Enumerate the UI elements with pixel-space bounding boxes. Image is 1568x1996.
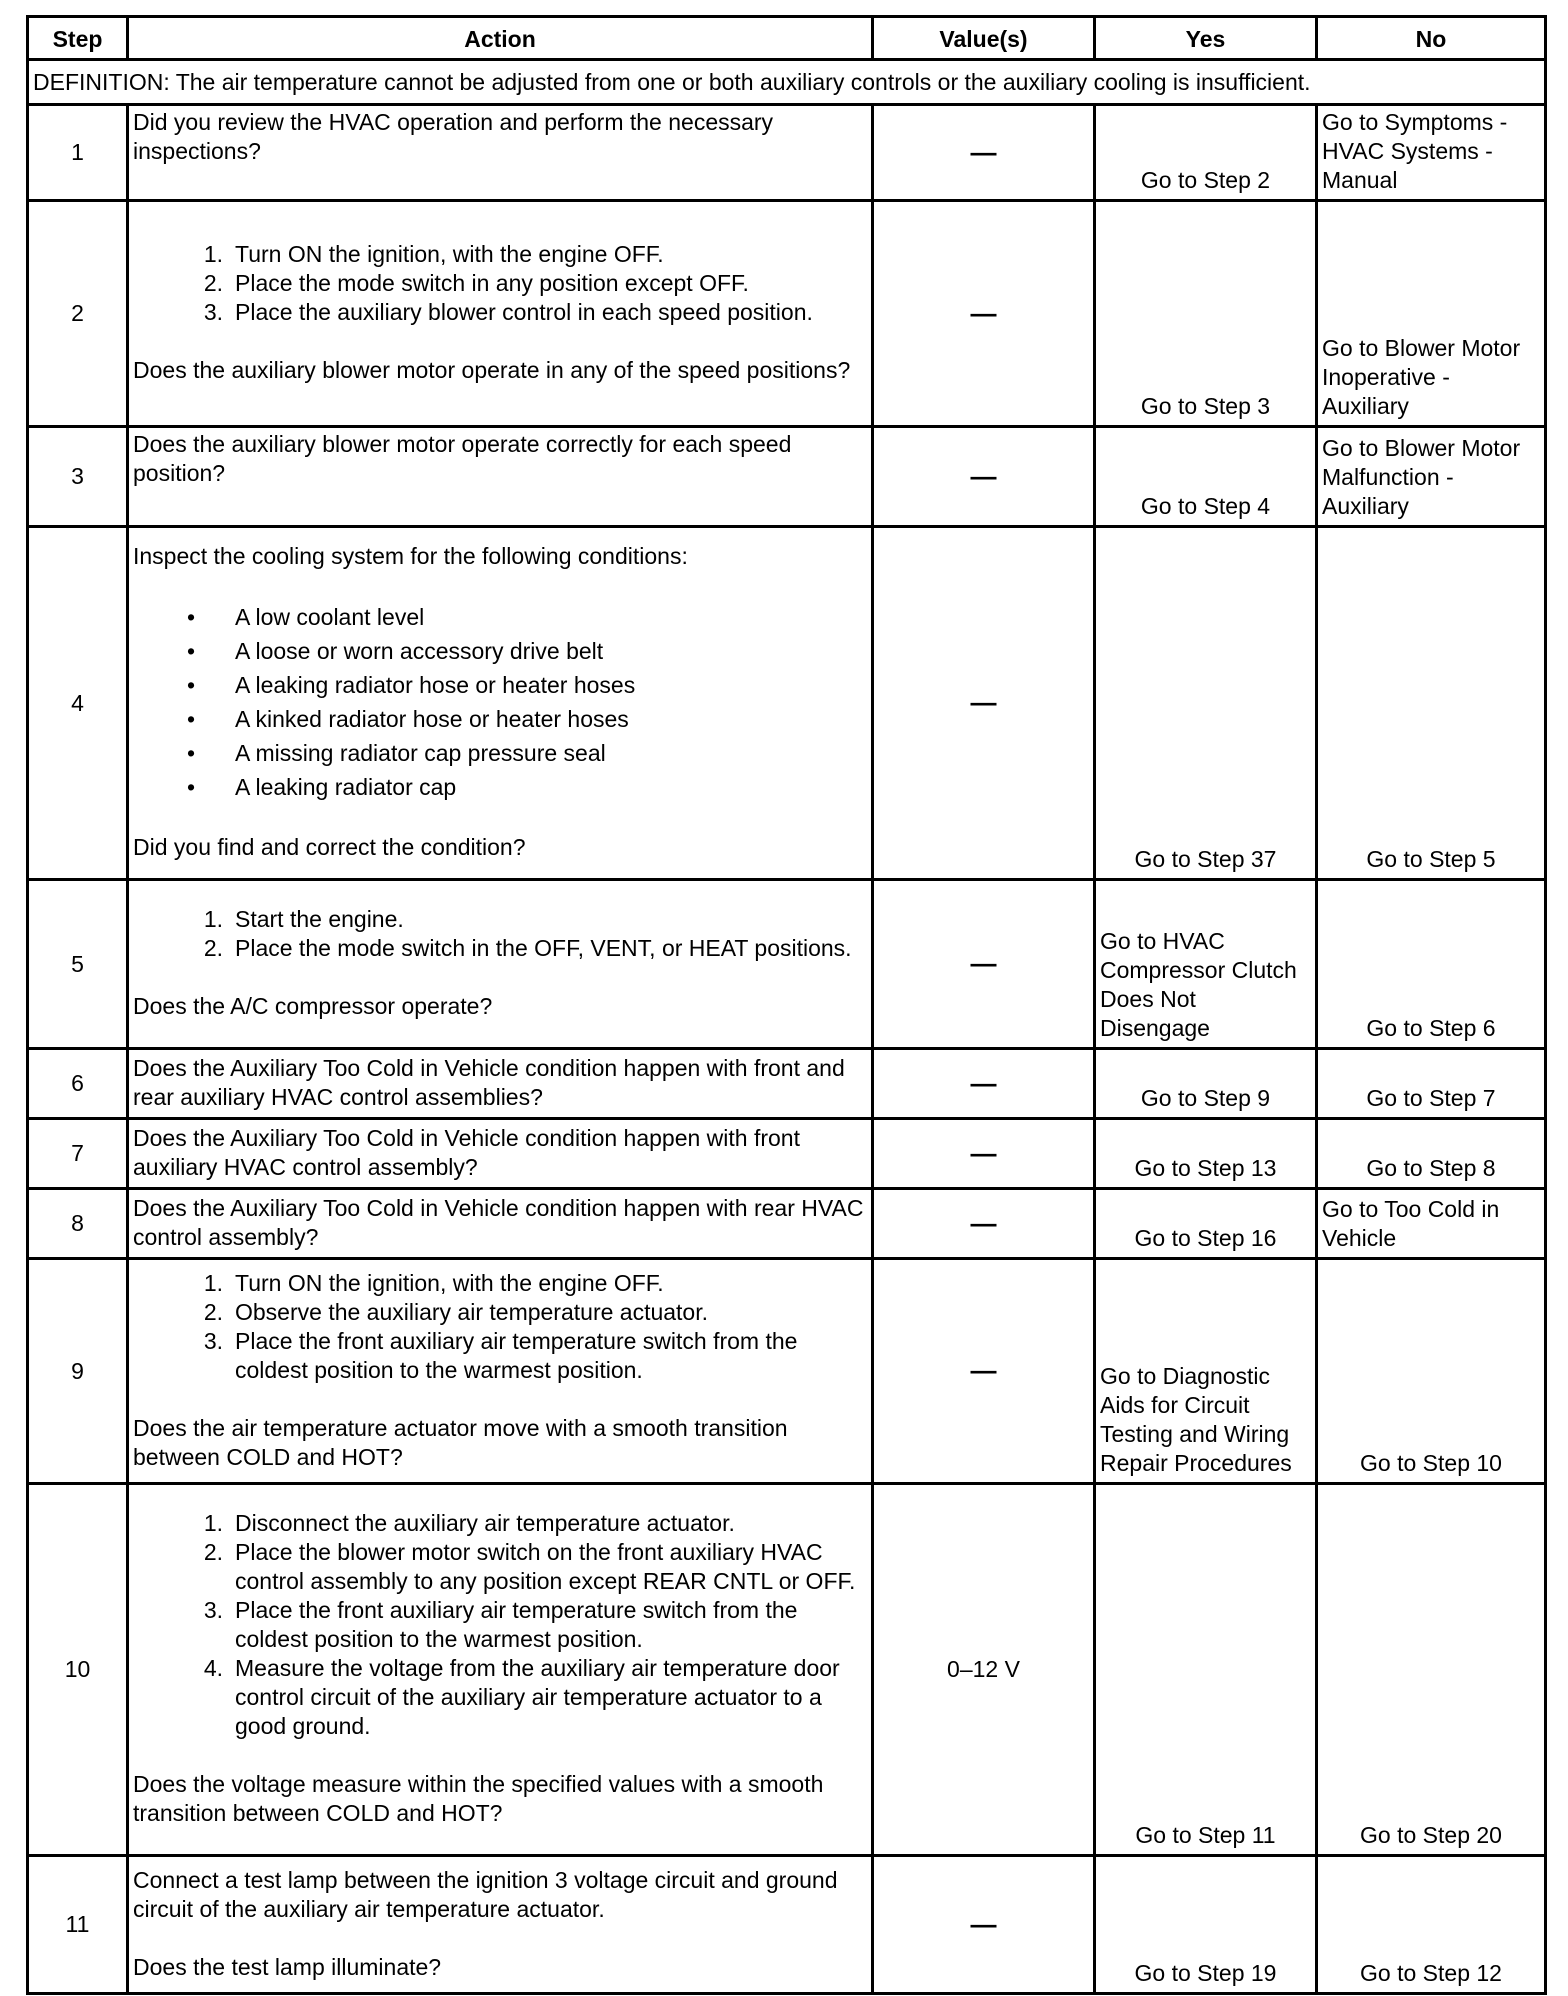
value-cell	[873, 1259, 1095, 1484]
action-step-item: 2. Place the mode switch in any position except OFF.	[203, 270, 749, 296]
step-number: 10	[28, 1484, 128, 1856]
condition-item: • A low coolant level	[187, 604, 425, 630]
step-number: 4	[28, 527, 128, 880]
yes-cell: Go to Step 4	[1095, 427, 1317, 527]
action-question: Does the Auxiliary Too Cold in Vehicle condition happen with front auxiliary HVAC control assembly?	[133, 1124, 800, 1180]
header-yes: Yes	[1095, 17, 1317, 60]
no-cell: Go to Blower Motor Inoperative - Auxiliary	[1317, 201, 1546, 427]
action-step-item: 3. Place the front auxiliary air temperature switch from the coldest position to the warmest position.	[203, 1597, 798, 1652]
step-number: 2	[28, 201, 128, 427]
step-number: 5	[28, 880, 128, 1049]
yes-cell: Go to Step 37	[1095, 527, 1317, 880]
header-row	[28, 17, 1546, 60]
action-cell	[128, 1049, 873, 1119]
value-cell	[873, 1189, 1095, 1259]
yes-cell: Go to Step 16	[1095, 1189, 1317, 1259]
no-cell: Go to Step 5	[1317, 527, 1546, 880]
action-cell	[128, 427, 873, 527]
action-question: Does the air temperature actuator move with a smooth transition between COLD and HOT?	[133, 1414, 788, 1470]
value-cell	[873, 1049, 1095, 1119]
action-step-item: 1. Disconnect the auxiliary air temperature actuator.	[203, 1510, 735, 1536]
table-row	[28, 1049, 1546, 1119]
action-question: Does the Auxiliary Too Cold in Vehicle condition happen with front and rear auxiliary HVAC control assemblies?	[133, 1054, 845, 1110]
dash: —	[970, 687, 997, 717]
yes-cell: Go to Step 3	[1095, 201, 1317, 427]
no-cell: Go to Step 10	[1317, 1259, 1546, 1484]
condition-item: • A loose or worn accessory drive belt	[187, 638, 604, 664]
no-cell: Go to Step 8	[1317, 1119, 1546, 1189]
step-number: 1	[28, 105, 128, 201]
dash: —	[970, 460, 997, 491]
yes-cell: Go to Step 2	[1095, 105, 1317, 201]
action-step-item: 3. Place the front auxiliary air temperature switch from the coldest position to the warmest position.	[203, 1327, 798, 1383]
action-cell	[128, 1856, 873, 1994]
step-number: 3	[28, 427, 128, 527]
action-cell	[128, 105, 873, 201]
no-cell: Go to Step 20	[1317, 1484, 1546, 1856]
header-action: Action	[128, 17, 873, 60]
action-step-item: 2. Observe the auxiliary air temperature actuator.	[203, 1298, 709, 1325]
diagnostic-table	[26, 15, 1547, 1995]
condition-item: • A leaking radiator cap	[187, 774, 457, 800]
yes-cell: Go to Step 11	[1095, 1484, 1317, 1856]
action-step-item: 1. Turn ON the ignition, with the engine OFF.	[203, 241, 664, 267]
action-step-item: 3. Place the auxiliary blower control in each speed position.	[203, 299, 813, 325]
yes-cell: Go to Step 19	[1095, 1856, 1317, 1994]
action-cell	[128, 527, 873, 880]
action-step-item: 1. Turn ON the ignition, with the engine OFF.	[203, 1269, 664, 1296]
table-row	[28, 1484, 1546, 1856]
no-cell: Go to Symptoms - HVAC Systems - Manual	[1317, 105, 1546, 201]
table-row	[28, 1189, 1546, 1259]
yes-cell: Go to Diagnostic Aids for Circuit Testing and Wiring Repair Procedures	[1095, 1259, 1317, 1484]
header-values: Value(s)	[873, 17, 1095, 60]
action-cell	[128, 1189, 873, 1259]
dash: —	[970, 1067, 997, 1098]
step-number: 6	[28, 1049, 128, 1119]
no-cell: Go to Blower Motor Malfunction - Auxiliary	[1317, 427, 1546, 527]
table-row	[28, 1259, 1546, 1484]
no-cell: Go to Step 12	[1317, 1856, 1546, 1994]
value-cell	[873, 1856, 1095, 1994]
dash: —	[970, 1207, 997, 1238]
table-row	[28, 527, 1546, 880]
table-row	[28, 1856, 1546, 1994]
action-question: Does the auxiliary blower motor operate correctly for each speed position?	[133, 431, 792, 486]
definition-text: DEFINITION: The air temperature cannot be adjusted from one or both auxiliary controls or the auxiliary cooling is insufficient.	[28, 60, 1546, 105]
value-cell	[873, 527, 1095, 880]
header-no: No	[1317, 17, 1546, 60]
action-step-item: 1. Start the engine.	[203, 906, 404, 932]
action-cell	[128, 1484, 873, 1856]
action-question: Did you find and correct the condition?	[133, 834, 526, 860]
value-cell	[873, 880, 1095, 1049]
action-steps	[133, 1269, 867, 1385]
action-step-item: 4. Measure the voltage from the auxiliary air temperature door control circuit of the auxiliary air temperature actuator to a good ground.	[203, 1655, 840, 1739]
step-number: 9	[28, 1259, 128, 1484]
action-question: Does the auxiliary blower motor operate in any of the speed positions?	[133, 357, 851, 383]
dash: —	[970, 1908, 997, 1939]
value-cell	[873, 105, 1095, 201]
action-intro: Connect a test lamp between the ignition 3 voltage circuit and ground circuit of the auxiliary air temperature actuator.	[133, 1866, 838, 1922]
table-row	[28, 105, 1546, 201]
step-number: 7	[28, 1119, 128, 1189]
action-cell	[128, 201, 873, 427]
table-row	[28, 1119, 1546, 1189]
value-cell	[873, 427, 1095, 527]
no-cell: Go to Step 6	[1317, 880, 1546, 1049]
no-cell: Go to Too Cold in Vehicle	[1317, 1189, 1546, 1259]
action-step-item: 2. Place the blower motor switch on the front auxiliary HVAC control assembly to any position except REAR CNTL or OFF.	[203, 1539, 856, 1594]
value-cell	[873, 1119, 1095, 1189]
value-cell	[873, 201, 1095, 427]
action-steps	[133, 1509, 867, 1741]
dash: —	[970, 297, 997, 328]
yes-cell: Go to HVAC Compressor Clutch Does Not Disengage	[1095, 880, 1317, 1049]
table-row	[28, 427, 1546, 527]
dash: —	[970, 1137, 997, 1168]
table-row	[28, 880, 1546, 1049]
value-cell: 0–12 V	[873, 1484, 1095, 1856]
yes-cell: Go to Step 13	[1095, 1119, 1317, 1189]
step-number: 11	[28, 1856, 128, 1994]
condition-item: • A kinked radiator hose or heater hoses	[187, 706, 629, 732]
action-intro: Inspect the cooling system for the following conditions:	[133, 543, 688, 569]
action-question: Does the test lamp illuminate?	[133, 1953, 442, 1980]
action-question: Does the voltage measure within the specified values with a smooth transition between COLD and HOT?	[133, 1771, 824, 1826]
action-cell	[128, 1119, 873, 1189]
action-cell	[128, 1259, 873, 1484]
dash: —	[970, 1355, 997, 1385]
action-step-item: 2. Place the mode switch in the OFF, VENT, or HEAT positions.	[203, 935, 852, 961]
header-step: Step	[28, 17, 128, 60]
no-cell: Go to Step 7	[1317, 1049, 1546, 1119]
definition-row	[28, 60, 1546, 105]
condition-item: • A missing radiator cap pressure seal	[187, 740, 606, 766]
action-steps	[133, 240, 867, 327]
action-cell	[128, 880, 873, 1049]
action-steps	[133, 905, 867, 963]
table-row	[28, 201, 1546, 427]
step-number: 8	[28, 1189, 128, 1259]
dash: —	[970, 948, 997, 978]
action-question: Did you review the HVAC operation and perform the necessary inspections?	[133, 109, 774, 164]
action-question: Does the Auxiliary Too Cold in Vehicle condition happen with rear HVAC control assembly?	[133, 1194, 864, 1250]
condition-item: • A leaking radiator hose or heater hoses	[187, 672, 636, 698]
yes-cell: Go to Step 9	[1095, 1049, 1317, 1119]
action-question: Does the A/C compressor operate?	[133, 993, 493, 1019]
dash: —	[970, 136, 997, 167]
condition-list	[133, 600, 867, 804]
